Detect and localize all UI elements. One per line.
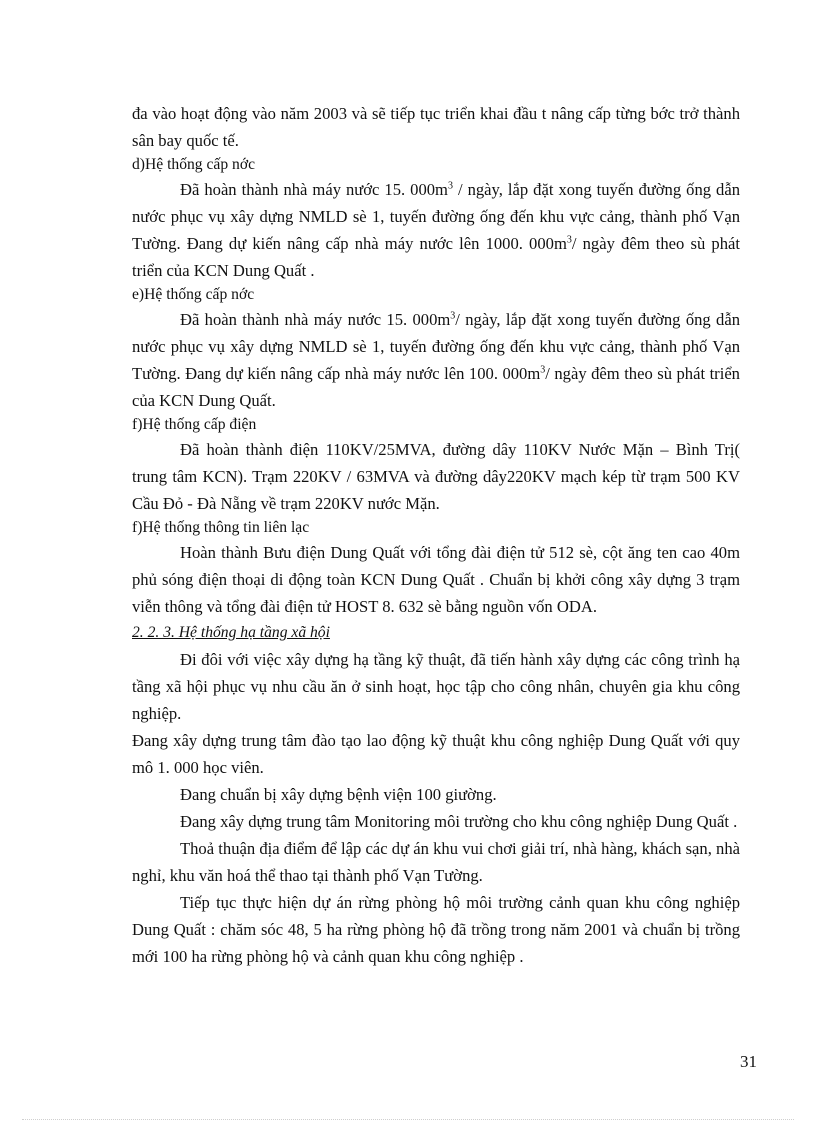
paragraph-social-5: Thoả thuận địa điểm để lập các dự án khu vui chơi giải trí, nhà hàng, khách sạn, nhà nghỉ, khu văn hoá thể thao tại thành phố Vạn Tường. — [132, 839, 740, 885]
page-number: 31 — [740, 1052, 757, 1071]
text-run: Đã hoàn thành nhà máy nước 15. 000m — [180, 310, 451, 329]
heading-water-supply-e: e)Hệ thống cấp nớc — [132, 286, 255, 303]
text-run: Đã hoàn thành nhà máy nước 15. 000m — [180, 180, 448, 199]
paragraph-water-supply-1 — [132, 176, 740, 284]
paragraph-power-supply: Đã hoàn thành điện 110KV/25MVA, đường dây 110KV Nước Mặn – Bình Trị( trung tâm KCN). Trạm 220KV / 63MVA và đường dây220KV mạch kép từ trạm 500 KV Cầu Đỏ - Đà Nẵng về trạm 220KV nước Mặn. — [132, 440, 740, 513]
superscript: 3 — [450, 310, 456, 322]
section-heading-social-infrastructure: 2. 2. 3. Hệ thống hạ tầng xã hội — [132, 624, 330, 641]
paragraph-social-1: Đi đôi với việc xây dựng hạ tầng kỹ thuật, đã tiến hành xây dựng các công trình hạ tầng xã hội phục vụ nhu cầu ăn ở sinh hoạt, học tập cho công nhân, chuyên gia khu công nghiệp. — [132, 650, 740, 723]
text-run: / ngày đêm theo sù phát triển của KCN Dung Quất. — [132, 364, 740, 410]
paragraph-airport: đa vào hoạt động vào năm 2003 và sẽ tiếp tục triển khai đầu t nâng cấp từng bớc trở thành sân bay quốc tế. — [132, 104, 740, 150]
paragraph-social-2: Đang xây dựng trung tâm đào tạo lao động kỹ thuật khu công nghiệp Dung Quất với quy mô 1. 000 học viên. — [132, 731, 740, 777]
superscript: 3 — [566, 234, 572, 246]
superscript: 3 — [447, 180, 453, 192]
paragraph-social-4: Đang xây dựng trung tâm Monitoring môi trường cho khu công nghiệp Dung Quất . — [180, 812, 738, 831]
paragraph-water-supply-2 — [132, 306, 740, 414]
text-run: / ngày, lắp đặt xong tuyến đường ống dẫn nước phục vụ xây dựng NMLD sè 1, tuyến đường ống đến khu vực cảng, thành phố Vạn Tường. Đang dự kiến nâng cấp nhà máy nước lên 1000. 000m — [132, 180, 740, 253]
paragraph-social-3: Đang chuẩn bị xây dựng bệnh viện 100 giường. — [180, 785, 497, 804]
footer-divider — [22, 1119, 794, 1120]
paragraph-communication: Hoàn thành Bưu điện Dung Quất với tổng đài điện tử 512 sè, cột ăng ten cao 40m phủ sóng điện thoại di động toàn KCN Dung Quất . Chuẩn bị khởi công xây dựng 3 trạm viễn thông và tổng đài điện tử HOST 8. 632 sè bằng nguồn vốn ODA. — [132, 543, 740, 616]
text-run: / ngày đêm theo sù phát triển của KCN Dung Quất . — [132, 234, 740, 280]
paragraph-social-6: Tiếp tục thực hiện dự án rừng phòng hộ môi trường cảnh quan khu công nghiệp Dung Quất : chăm sóc 48, 5 ha rừng phòng hộ đã trồng trong năm 2001 và chuẩn bị trồng mới 100 ha rừng phòng hộ và cảnh quan khu công nghiệp . — [132, 893, 740, 966]
text-run: / ngày, lắp đặt xong tuyến đường ống dẫn nước phục vụ xây dựng NMLD sè 1, tuyến đường ống đến khu vực cảng, thành phố Vạn Tường. Đang dự kiến nâng cấp nhà máy nước lên 100. 000m — [132, 310, 740, 383]
heading-water-supply-d: d)Hệ thống cấp nớc — [132, 156, 255, 173]
superscript: 3 — [540, 364, 546, 376]
heading-communication: f)Hệ thống thông tin liên lạc — [132, 519, 310, 536]
heading-power-supply: f)Hệ thống cấp điện — [132, 416, 257, 433]
page-body — [132, 100, 740, 970]
